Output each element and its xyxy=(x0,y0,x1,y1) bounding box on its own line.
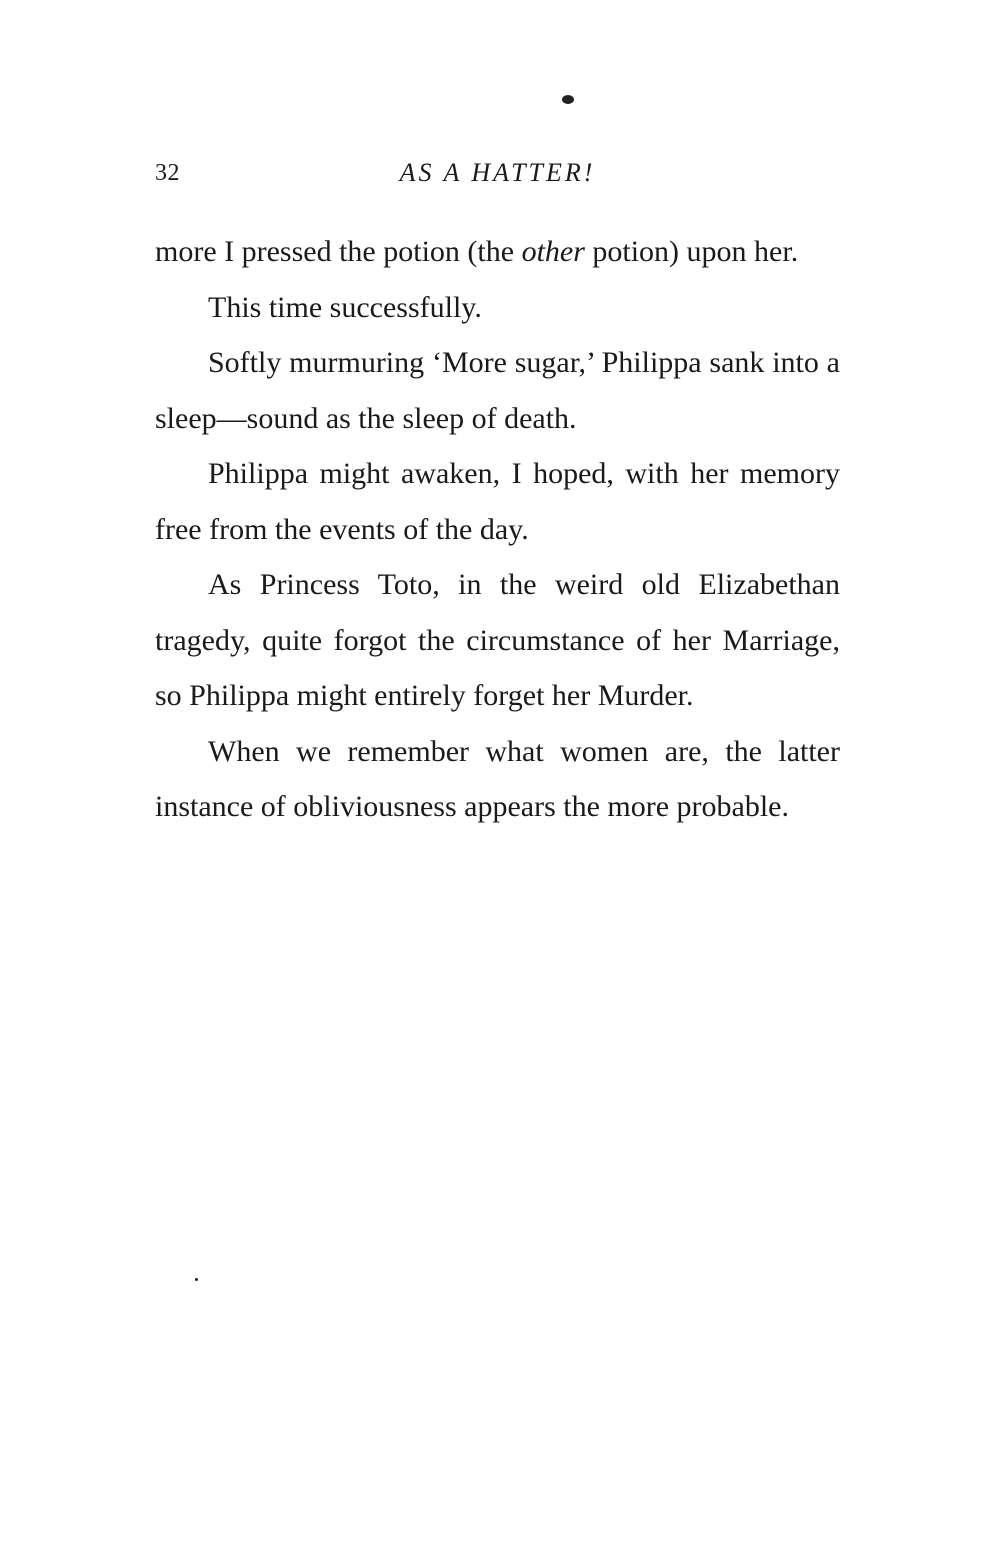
text-body xyxy=(155,224,840,835)
paragraph: Philippa might awaken, I hoped, with her memory free from the events of the day. xyxy=(155,457,840,546)
paragraph: This time successfully. xyxy=(208,290,482,324)
ink-speck xyxy=(562,95,574,104)
paragraph-text: potion) upon her. xyxy=(584,235,799,268)
paragraph: As Princess Toto, in the weird old Elizabethan tragedy, quite forgot the circumstance of her Marriage, so Philippa might entirely forget her Murder. xyxy=(155,568,840,712)
paragraph: When we remember what women are, the latter instance of obliviousness appears the more probable. xyxy=(155,734,840,823)
paragraph-continued xyxy=(155,224,840,280)
ink-speck xyxy=(195,1278,198,1281)
page-number: 32 xyxy=(155,160,180,186)
paragraph-text: more I pressed the potion (the xyxy=(155,235,522,268)
running-head xyxy=(155,158,840,194)
emphasized-word: other xyxy=(521,235,585,268)
running-title: AS A HATTER! xyxy=(399,158,596,187)
paragraph: Softly murmuring ‘More sugar,’ Philippa sank into a sleep—sound as the sleep of death. xyxy=(155,346,840,435)
